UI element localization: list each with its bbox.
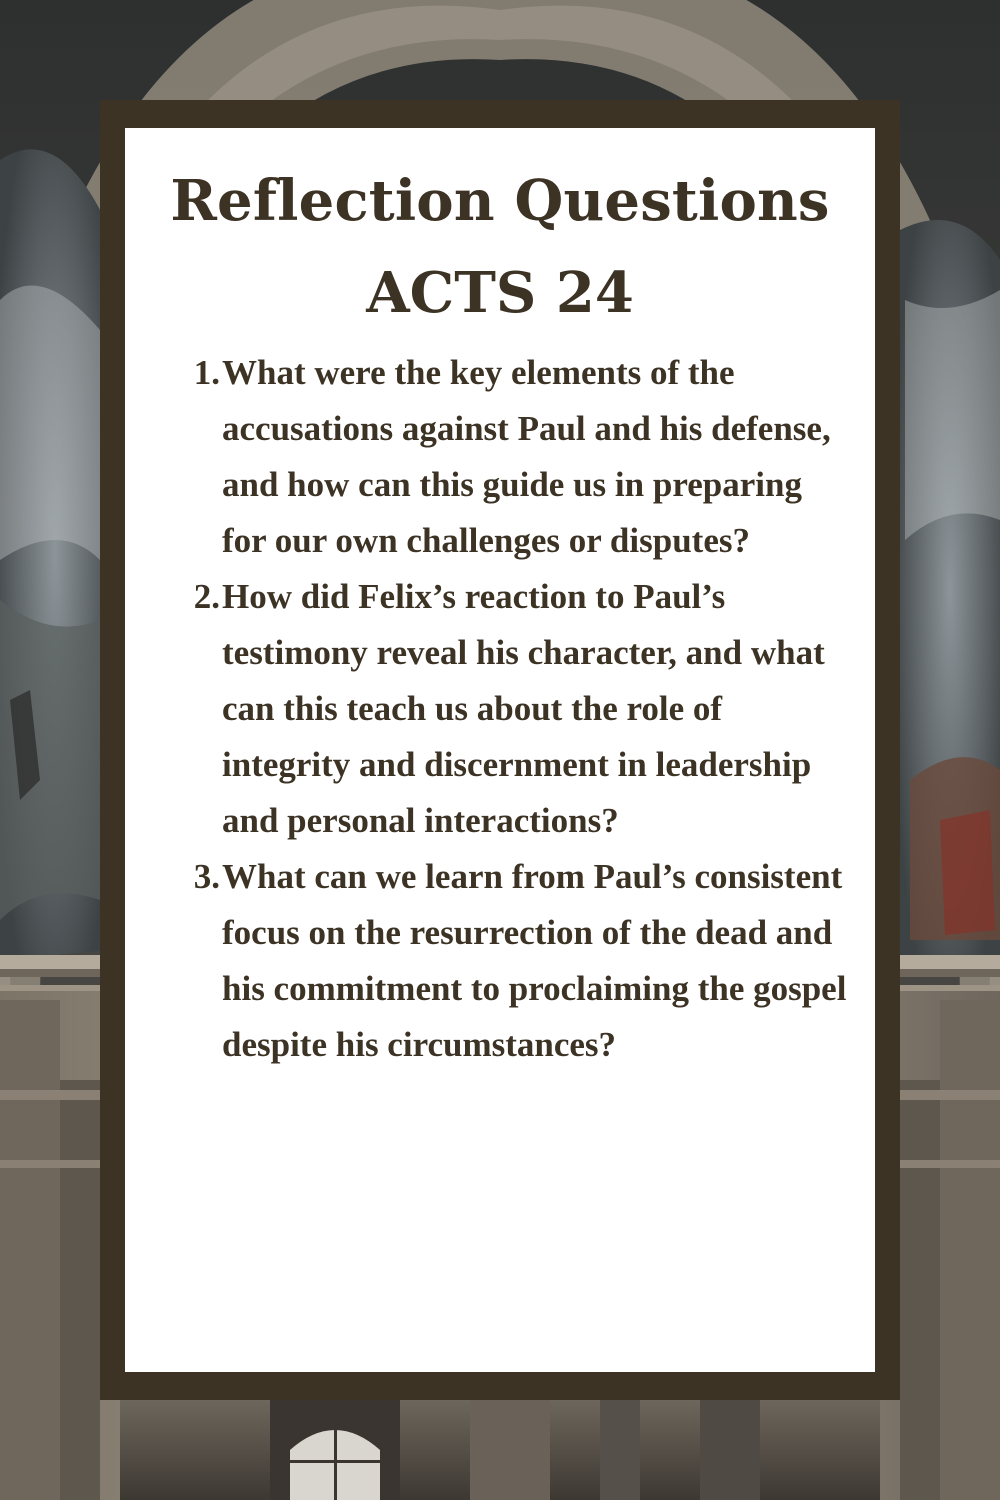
question-item — [125, 345, 865, 569]
question-item — [125, 569, 865, 849]
question-number: 1. — [193, 353, 220, 392]
question-text: What can we learn from Paul’s consistent focus on the resurrection of the dead and his commitment to proclaiming the gospel despite his circumstances? — [222, 857, 847, 1064]
question-number: 2. — [193, 577, 220, 616]
question-list — [125, 345, 865, 1073]
card-frame — [100, 100, 900, 1400]
question-number: 3. — [193, 857, 220, 896]
page-subtitle: ACTS 24 — [366, 260, 634, 326]
question-text: How did Felix’s reaction to Paul’s testimony reveal his character, and what can this teach us about the role of integrity and discernment in leadership and personal interactions? — [222, 577, 825, 840]
page-title: Reflection Questions — [170, 168, 830, 234]
question-text: What were the key elements of the accusations against Paul and his defense, and how can this guide us in preparing for our own challenges or disputes? — [222, 353, 831, 560]
reflection-card — [125, 128, 875, 1372]
question-item — [125, 849, 865, 1073]
